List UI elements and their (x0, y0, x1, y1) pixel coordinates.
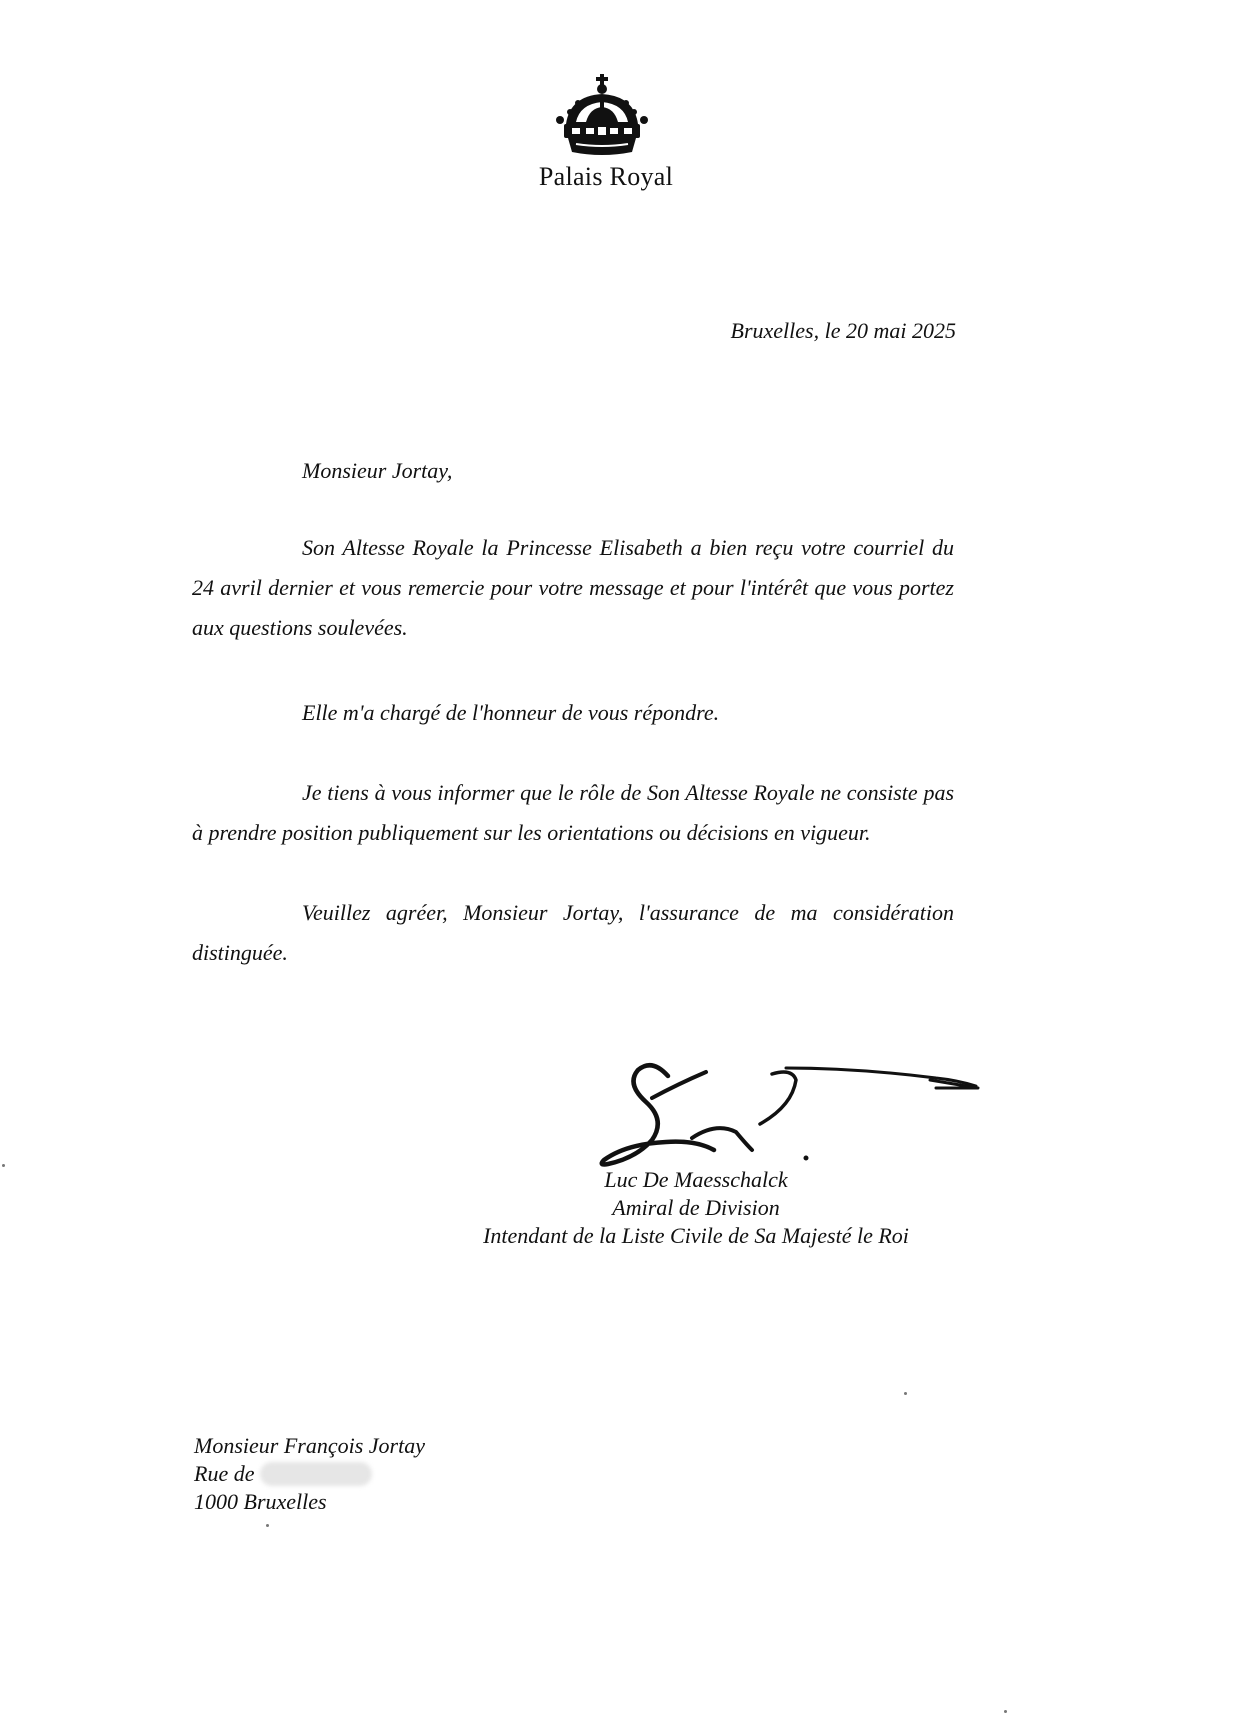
crown-icon (556, 74, 648, 156)
body-paragraph-2: Elle m'a chargé de l'honneur de vous répondre. (302, 700, 720, 725)
recipient-name: Monsieur François Jortay (194, 1433, 425, 1458)
redacted-street-name (260, 1462, 372, 1486)
salutation: Monsieur Jortay, (302, 458, 453, 483)
recipient-address (194, 1432, 425, 1516)
closing-paragraph: Veuillez agréer, Monsieur Jortay, l'assurance de ma considération distinguée. (192, 900, 954, 965)
signatory-function: Intendant de la Liste Civile de Sa Majesté le Roi (483, 1223, 909, 1248)
recipient-street-line (194, 1460, 425, 1488)
signatory-name: Luc De Maesschalck (604, 1167, 788, 1192)
signatory-rank: Amiral de Division (612, 1195, 780, 1220)
body-paragraph-1: Son Altesse Royale la Princesse Elisabeth a bien reçu votre courriel du 24 avril dernier et vous remercie pour votre message et pour l'intérêt que vous portez aux questions soulevées. (192, 535, 954, 640)
handwritten-signature (596, 1054, 986, 1170)
date-line: Bruxelles, le 20 mai 2025 (730, 318, 956, 343)
body-paragraph-3: Je tiens à vous informer que le rôle de Son Altesse Royale ne consiste pas à prendre position publiquement sur les orientations ou décisions en vigueur. (192, 780, 954, 845)
signatory-block (436, 1166, 956, 1250)
scan-speck (2, 1164, 5, 1167)
letterhead-institution: Palais Royal (538, 162, 674, 191)
recipient-street: Rue de (194, 1461, 255, 1486)
recipient-city: 1000 Bruxelles (194, 1489, 327, 1514)
scan-speck (266, 1524, 269, 1527)
scan-speck (1004, 1710, 1007, 1713)
scan-speck (904, 1392, 907, 1395)
